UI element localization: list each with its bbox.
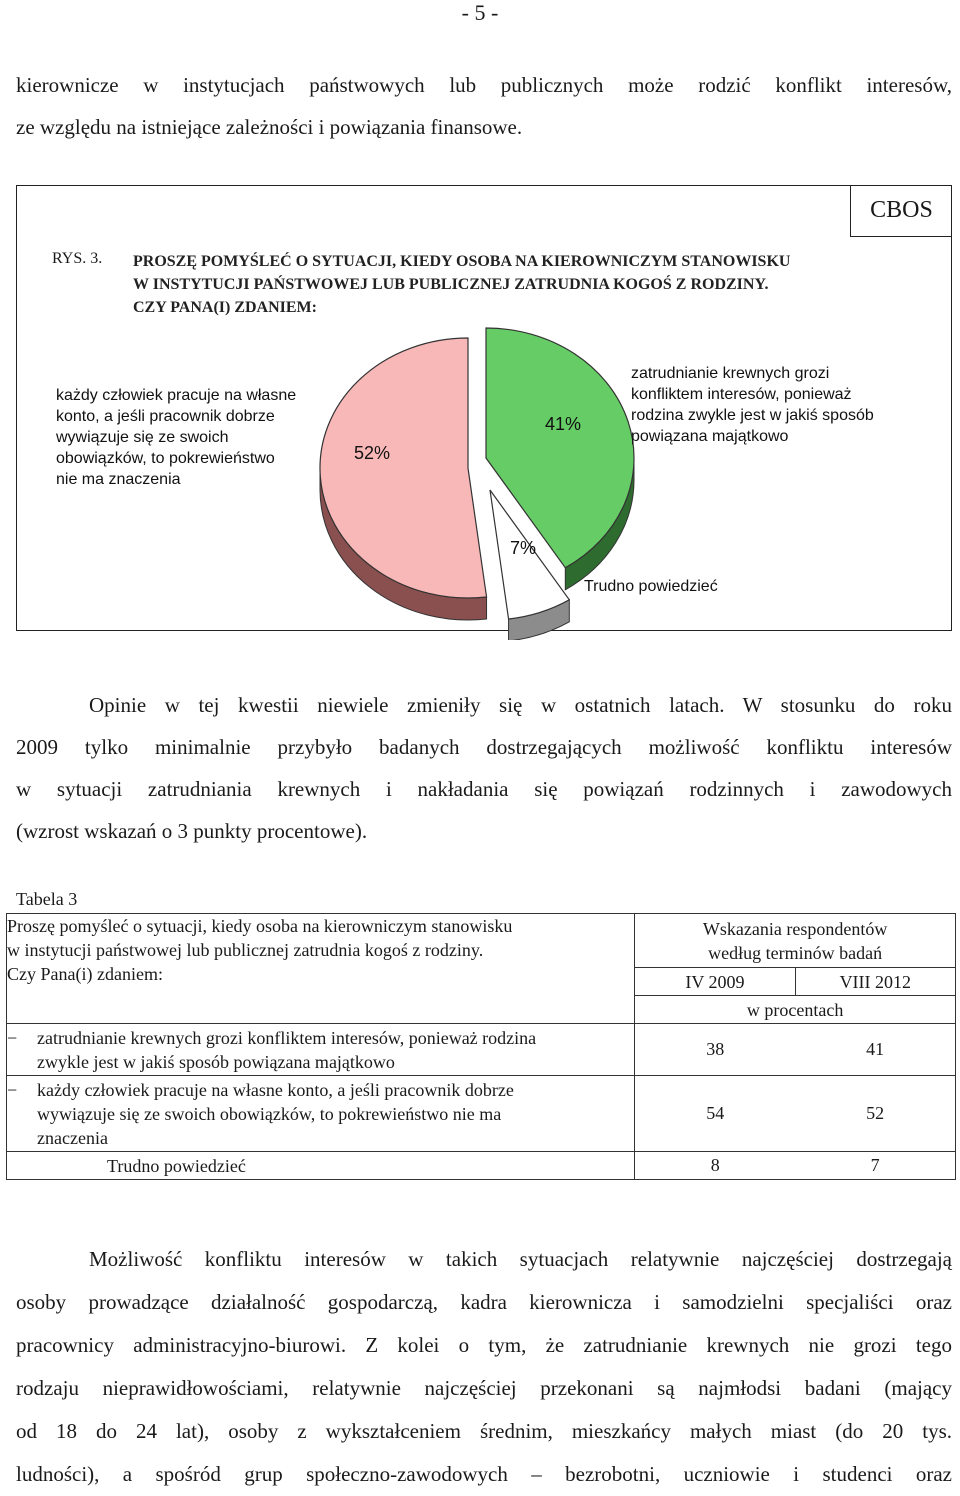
paragraph-line: kierownicze w instytucjach państwowych lub publicznych może rodzić konflikt interesów,	[16, 73, 952, 97]
slice-description-line: konfliktem interesów, ponieważ	[631, 386, 852, 403]
table-row	[7, 1152, 956, 1180]
table-row-label	[7, 1076, 635, 1152]
table-cell: 54	[635, 1076, 795, 1152]
paragraph-line: ze względu na istniejące zależności i powiązania finansowe.	[16, 115, 523, 139]
paragraph-line: Możliwość konfliktu interesów w takich sytuacjach relatywnie najczęściej dostrzegają	[89, 1247, 952, 1271]
slice-description-line: konto, a jeśli pracownik dobrze	[56, 408, 275, 425]
table-cell: 38	[635, 1024, 795, 1076]
slice-description-41	[631, 363, 931, 447]
slice-description-line: powiązana majątkowo	[631, 428, 789, 445]
table-question-line: Proszę pomyśleć o sytuacji, kiedy osoba na kierowniczym stanowisku	[7, 916, 513, 936]
paragraph-line: w sytuacji zatrudniania krewnych i nakładania się powiązań rodzinnych i zawodowych	[16, 777, 952, 801]
table-question-line: w instytucji państwowej lub publicznej zatrudnia kogoś z rodziny.	[7, 940, 484, 960]
paragraph-opinions	[16, 684, 952, 852]
table-row	[7, 1076, 956, 1152]
table-cell: 8	[635, 1152, 795, 1180]
slice-description-line: zatrudnianie krewnych grozi	[631, 365, 830, 382]
figure-question-line: W INSTYTUCJI PAŃSTWOWEJ LUB PUBLICZNEJ ZATRUDNIA KOGOŚ Z RODZINY.	[133, 276, 769, 293]
row-label-line: zwykle jest w jakiś sposób powiązana majątkowo	[37, 1051, 395, 1072]
paragraph-line: ludności), a spośród grup społeczno-zawodowych – bezrobotni, uczniowie i studenci oraz	[16, 1462, 952, 1486]
table-row	[7, 1024, 956, 1076]
slice-description-line: obowiązków, to pokrewieństwo	[56, 450, 275, 467]
paragraph-line: 2009 tylko minimalnie przybyło badanych dostrzegających możliwość konfliktu interesów	[16, 735, 952, 759]
paragraph-line: (wzrost wskazań o 3 punkty procentowe).	[16, 819, 368, 843]
table-row-label: Trudno powiedzieć	[7, 1152, 635, 1180]
source-badge: CBOS	[850, 185, 952, 237]
table-cell: 41	[795, 1024, 955, 1076]
table-column-header: VIII 2012	[795, 968, 955, 996]
slice-value-label: 52%	[354, 443, 391, 463]
slice-description-line: wywiązuje się ze swoich	[56, 429, 229, 446]
figure-question-line: PROSZĘ POMYŚLEĆ O SYTUACJI, KIEDY OSOBA NA KIEROWNICZYM STANOWISKU	[133, 253, 791, 270]
slice-description-line: rodzina zwykle jest w jakiś sposób	[631, 407, 874, 424]
pie-chart	[0, 0, 960, 640]
table-cell: 7	[795, 1152, 955, 1180]
row-dash: −	[7, 1027, 18, 1048]
row-dash: −	[7, 1079, 18, 1100]
table-unit: w procentach	[635, 996, 956, 1024]
row-label-line: zatrudnianie krewnych grozi konfliktem interesów, ponieważ rodzina	[37, 1027, 537, 1048]
row-label-line: każdy człowiek pracuje na własne konto, a jeśli pracownik dobrze	[37, 1079, 514, 1100]
slice-description-line: każdy człowiek pracuje na własne	[56, 387, 297, 404]
page-number: - 5 -	[461, 0, 499, 25]
figure-label: RYS. 3.	[52, 250, 103, 267]
slice-description-7: Trudno powiedzieć	[584, 578, 718, 595]
table-question-cell	[7, 914, 635, 1024]
row-label-line: wywiązuje się ze swoich obowiązków, to pokrewieństwo nie ma	[37, 1103, 502, 1124]
slice-description-52	[56, 385, 346, 490]
table-row-label	[7, 1024, 635, 1076]
slice-value-label: 41%	[545, 414, 582, 434]
figure-question-line: CZY PANA(I) ZDANIEM:	[133, 299, 317, 316]
slice-value-label: 7%	[510, 538, 537, 558]
table-caption: Tabela 3	[16, 889, 78, 909]
paragraph-line: osoby prowadzące działalność gospodarczą, kadra kierownicza i samodzielni specjaliści oraz	[16, 1290, 952, 1314]
table-column-header: IV 2009	[635, 968, 795, 996]
paragraph-line: Opinie w tej kwestii niewiele zmieniły się w ostatnich latach. W stosunku do roku	[89, 693, 952, 717]
results-table	[6, 913, 956, 1180]
row-label-line: znaczenia	[37, 1127, 108, 1148]
slice-description-line: nie ma znaczenia	[56, 471, 181, 488]
table-header-line: Wskazania respondentów	[702, 918, 888, 939]
table-question-line: Czy Pana(i) zdaniem:	[7, 964, 163, 984]
table-cell: 52	[795, 1076, 955, 1152]
paragraph-conflict	[16, 1238, 952, 1496]
paragraph-line: pracownicy administracyjno-biurowi. Z kolei o tym, że zatrudnianie krewnych nie grozi tego	[16, 1333, 952, 1357]
paragraph-line: od 18 do 24 lat), osoby z wykształceniem średnim, mieszkańcy małych miast (do 20 tys.	[16, 1419, 952, 1443]
table-group-header	[635, 914, 956, 968]
table-header-line: według terminów badań	[708, 942, 883, 963]
paragraph-line: rodzaju nieprawidłowościami, relatywnie najczęściej przekonani są najmłodsi badani (mający	[16, 1376, 952, 1400]
